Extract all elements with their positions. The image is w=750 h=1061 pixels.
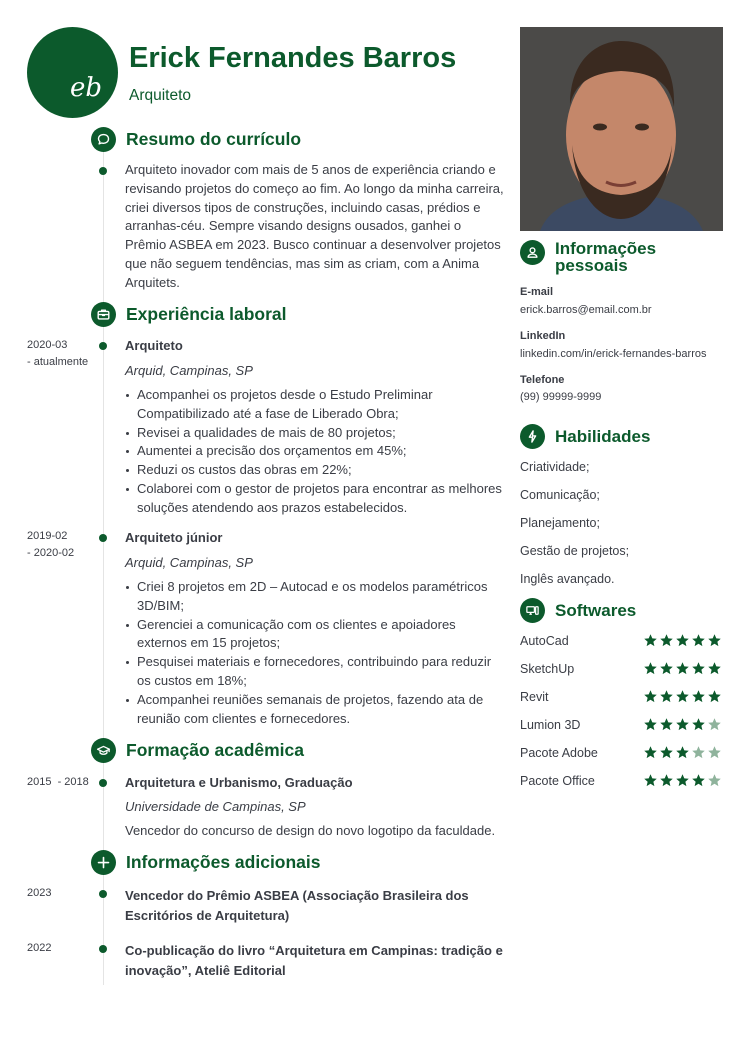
star-filled-icon — [691, 717, 706, 737]
info-label-phone: Telefone — [520, 374, 565, 386]
star-filled-icon — [691, 633, 706, 653]
job-date — [27, 528, 74, 562]
star-filled-icon — [643, 633, 658, 653]
software-name: AutoCad — [520, 634, 569, 648]
star-empty-icon — [707, 717, 722, 737]
star-filled-icon — [643, 689, 658, 709]
timeline-dot — [99, 534, 107, 542]
timeline-dot — [99, 779, 107, 787]
star-filled-icon — [675, 633, 690, 653]
star-filled-icon — [659, 773, 674, 793]
software-name: SketchUp — [520, 662, 575, 676]
star-filled-icon — [643, 661, 658, 681]
skill-item: Comunicação; — [520, 488, 600, 502]
star-filled-icon — [707, 689, 722, 709]
candidate-name: Erick Fernandes Barros — [129, 42, 457, 74]
job-bullet: Acompanhei reuniões semanais de projetos, fazendo ata de reunião com clientes e fornecedores. — [125, 691, 505, 729]
job-date-end: - 2020-02 — [27, 547, 75, 559]
education-date: 2015 - 2018 — [27, 776, 89, 788]
section-additional-header — [91, 850, 321, 875]
plus-icon — [91, 850, 116, 875]
software-rating — [643, 773, 722, 793]
job-bullets — [125, 578, 505, 728]
star-filled-icon — [675, 717, 690, 737]
job-bullet: Revisei a qualidades de mais de 80 projetos; — [125, 424, 505, 443]
additional-item: Co-publicação do livro “Arquitetura em Campinas: tradição e inovação”, Ateliê Editorial — [125, 943, 503, 978]
info-value-linkedin[interactable]: linkedin.com/in/erick-fernandes-barros — [520, 348, 707, 360]
chat-bubble-icon — [91, 127, 116, 152]
job-bullet: Acompanhei os projetos desde o Estudo Preliminar Compatibilizado até a fase de Liberado Obra; — [125, 386, 505, 424]
software-rating — [643, 633, 722, 653]
section-title-line: Informações — [555, 239, 657, 258]
additional-date: 2023 — [27, 887, 52, 899]
section-skills-header — [520, 424, 650, 449]
graduation-cap-icon — [91, 738, 116, 763]
summary-text: Arquiteto inovador com mais de 5 anos de experiência criando e revisando projetos do começo ao fim. Ao longo da minha carreira, criei diversos tipos de construções, incluindo casas, prédios e arranhas-céu. Sempre visando designs ousados, ganhei o Prêmio ASBEA em 2023. Busco continuar a desenvolver projetos que não seguem tendências, mas sim as criam, com a Anima Arquitets. — [125, 162, 504, 290]
section-title: Experiência laboral — [126, 304, 287, 324]
section-title: Informações adicionais — [126, 852, 321, 872]
job-bullet: Colaborei com o gestor de projetos para encontrar as melhores soluções atendendo aos prazos estabelecidos. — [125, 480, 505, 518]
timeline-dot — [99, 945, 107, 953]
additional-date: 2022 — [27, 942, 52, 954]
star-filled-icon — [707, 633, 722, 653]
user-icon — [520, 240, 545, 265]
job-date-end: - atualmente — [27, 356, 89, 368]
job-bullet: Aumentei a precisão dos orçamentos em 45%; — [125, 442, 505, 461]
software-name: Pacote Adobe — [520, 746, 598, 760]
skill-item: Criatividade; — [520, 460, 590, 474]
software-rating — [643, 717, 722, 737]
star-filled-icon — [675, 745, 690, 765]
star-empty-icon — [707, 745, 722, 765]
section-personal-header — [520, 240, 656, 274]
job-date-start: 2020-03 — [27, 339, 68, 351]
star-filled-icon — [643, 773, 658, 793]
skill-item: Inglês avançado. — [520, 572, 615, 586]
lightning-icon — [520, 424, 545, 449]
monogram-text: eb — [70, 73, 103, 103]
section-summary-header — [91, 127, 301, 152]
job-date-start: 2019-02 — [27, 530, 68, 542]
job-bullets — [125, 386, 505, 518]
section-title: Habilidades — [555, 427, 651, 446]
job-date — [27, 337, 88, 371]
job-bullet: Pesquisei materiais e fornecedores, contribuindo para reduzir os custos em 18%; — [125, 653, 505, 691]
timeline-dot — [99, 342, 107, 350]
timeline-dot — [99, 167, 107, 175]
education-degree: Arquitetura e Urbanismo, Graduação — [125, 775, 353, 790]
software-rating — [643, 689, 722, 709]
star-filled-icon — [675, 661, 690, 681]
star-filled-icon — [659, 717, 674, 737]
section-experience-header — [91, 302, 287, 327]
computer-icon — [520, 598, 545, 623]
education-school: Universidade de Campinas, SP — [125, 799, 306, 814]
job-title: Arquiteto júnior — [125, 530, 223, 545]
star-filled-icon — [675, 689, 690, 709]
software-rating — [643, 745, 722, 765]
info-value-phone: (99) 99999-9999 — [520, 391, 602, 403]
star-filled-icon — [659, 661, 674, 681]
star-filled-icon — [691, 773, 706, 793]
job-bullet: Criei 8 projetos em 2D – Autocad e os modelos paramétricos 3D/BIM; — [125, 578, 505, 616]
additional-item: Vencedor do Prêmio ASBEA (Associação Brasileira dos Escritórios de Arquitetura) — [125, 888, 469, 923]
software-name: Lumion 3D — [520, 718, 581, 732]
star-filled-icon — [691, 661, 706, 681]
section-title-line: pessoais — [555, 256, 628, 275]
section-title — [555, 240, 656, 274]
star-empty-icon — [691, 745, 706, 765]
star-filled-icon — [659, 745, 674, 765]
monogram-badge — [27, 27, 118, 118]
software-name: Pacote Office — [520, 774, 595, 788]
job-bullet: Reduzi os custos das obras em 22%; — [125, 461, 505, 480]
star-filled-icon — [691, 689, 706, 709]
section-software-header — [520, 598, 636, 623]
section-title: Resumo do currículo — [126, 129, 302, 149]
section-title: Softwares — [555, 601, 637, 620]
briefcase-icon — [91, 302, 116, 327]
job-company: Arquid, Campinas, SP — [125, 363, 253, 378]
profile-photo — [520, 27, 723, 231]
candidate-role: Arquiteto — [129, 87, 192, 104]
skill-item: Planejamento; — [520, 516, 600, 530]
education-description: Vencedor do concurso de design do novo logotipo da faculdade. — [125, 823, 496, 838]
info-label-email: E-mail — [520, 286, 554, 298]
section-education-header — [91, 738, 304, 763]
timeline-dot — [99, 890, 107, 898]
software-rating — [643, 661, 722, 681]
info-value-email[interactable]: erick.barros@email.com.br — [520, 304, 652, 316]
skill-item: Gestão de projetos; — [520, 544, 630, 558]
software-name: Revit — [520, 690, 549, 704]
star-filled-icon — [643, 717, 658, 737]
info-label-linkedin: LinkedIn — [520, 330, 566, 342]
star-filled-icon — [643, 745, 658, 765]
job-bullet: Gerenciei a comunicação com os clientes e apoiadores externos em 15 projetos; — [125, 616, 505, 654]
star-filled-icon — [659, 689, 674, 709]
star-empty-icon — [707, 773, 722, 793]
star-filled-icon — [707, 661, 722, 681]
star-filled-icon — [675, 773, 690, 793]
job-company: Arquid, Campinas, SP — [125, 555, 253, 570]
section-title: Formação acadêmica — [126, 740, 305, 760]
job-title: Arquiteto — [125, 338, 183, 353]
star-filled-icon — [659, 633, 674, 653]
